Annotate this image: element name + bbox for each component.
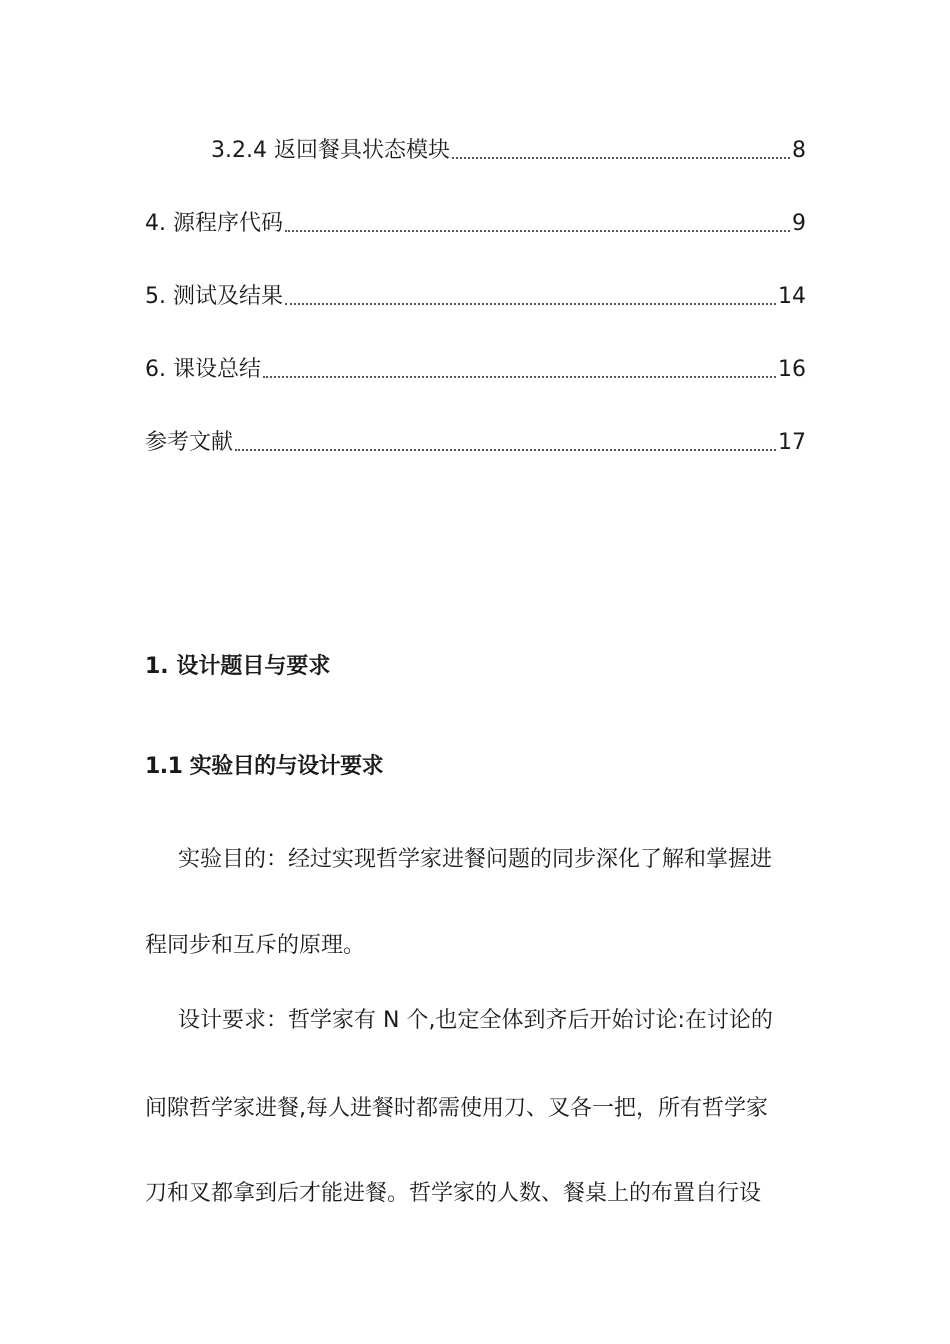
toc-entry-5[interactable]	[145, 280, 806, 314]
toc-entry-title: 5. 测试及结果	[145, 284, 283, 309]
paragraph-line: 间隙哲学家进餐,每人进餐时都需使用刀、叉各一把，所有哲学家	[145, 1096, 768, 1121]
toc-dot-leader	[452, 157, 790, 159]
subsection-heading: 1.1 实验目的与设计要求	[145, 754, 384, 779]
toc-entry-page: 14	[778, 284, 806, 309]
paragraph-line: 刀和叉都拿到后才能进餐。哲学家的人数、餐桌上的布置自行设	[145, 1181, 762, 1206]
toc-entry-4[interactable]	[145, 207, 806, 241]
toc-dot-leader	[263, 376, 776, 378]
toc-entry-title: 3.2.4 返回餐具状态模块	[211, 138, 450, 163]
toc-entry-title: 6. 课设总结	[145, 357, 261, 382]
toc-dot-leader	[285, 303, 776, 305]
toc-entry-3-2-4[interactable]	[211, 134, 806, 168]
toc-entry-6[interactable]	[145, 353, 806, 387]
section-heading: 1. 设计题目与要求	[145, 654, 331, 679]
paragraph-line: 程同步和互斥的原理。	[145, 933, 366, 958]
toc-entry-page: 9	[792, 211, 806, 236]
toc-entry-references[interactable]	[145, 426, 806, 460]
toc-dot-leader	[235, 449, 776, 451]
toc-entry-title: 参考文献	[145, 430, 234, 455]
paragraph-line: 实验目的：经过实现哲学家进餐问题的同步深化了解和掌握进	[178, 847, 773, 872]
paragraph-line: 设计要求：哲学家有 N 个,也定全体到齐后开始讨论:在讨论的	[178, 1008, 773, 1033]
toc-entry-title: 4. 源程序代码	[145, 211, 283, 236]
toc-entry-page: 8	[792, 138, 806, 163]
toc-entry-page: 16	[778, 357, 806, 382]
toc-entry-page: 17	[778, 430, 806, 455]
toc-dot-leader	[285, 230, 790, 232]
